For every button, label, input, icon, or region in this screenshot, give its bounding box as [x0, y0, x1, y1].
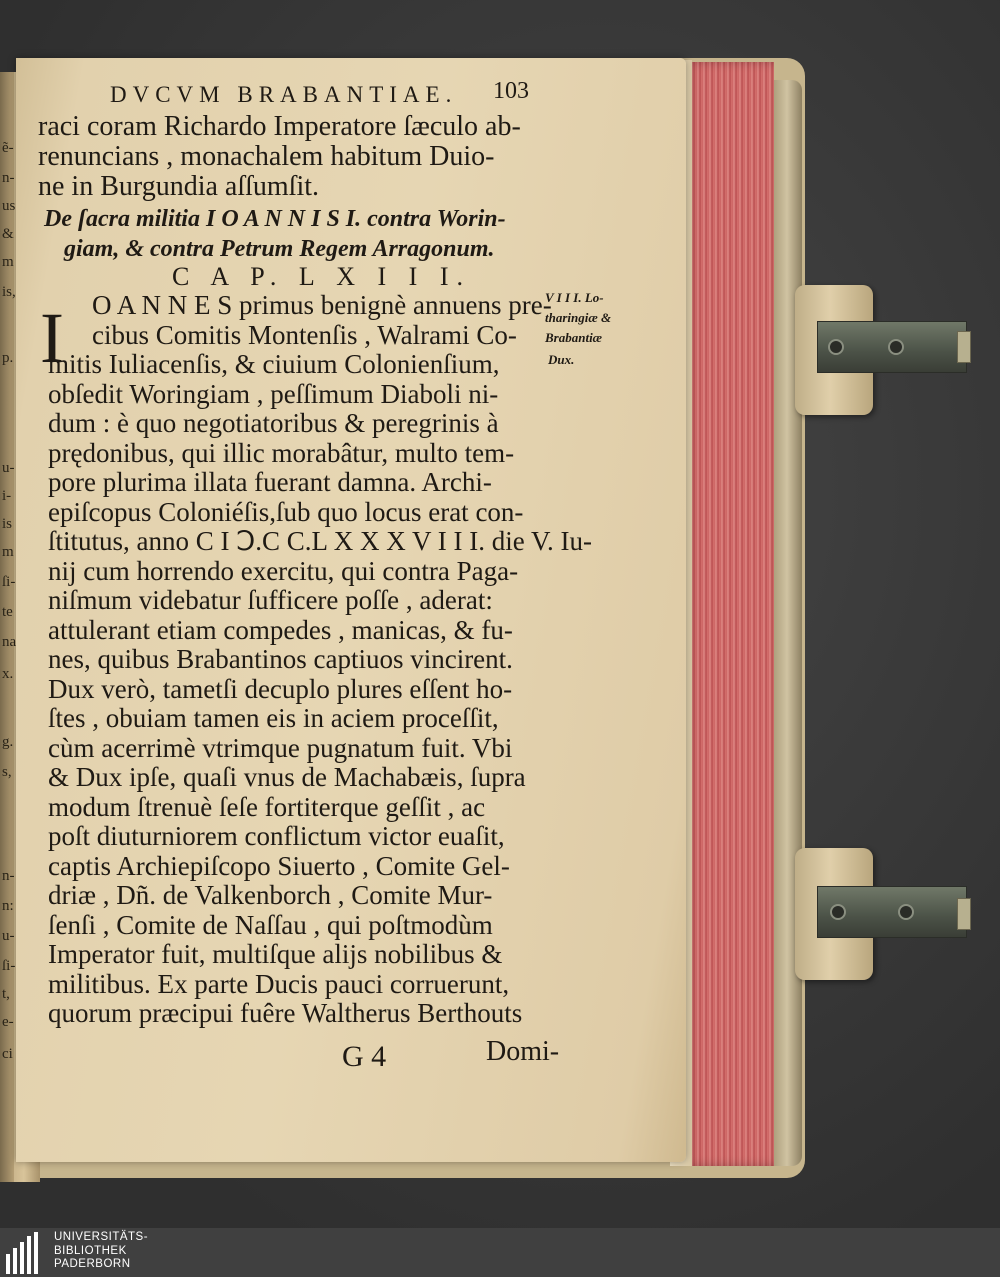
margin-note-line: Brabantiæ: [545, 330, 603, 345]
body-line: Imperator fuit, multiſque alijs nobilibus &: [48, 939, 503, 969]
left-page-fragment: m: [2, 254, 14, 270]
clasp-hook: [957, 331, 971, 363]
left-page-fragment: is: [2, 516, 13, 532]
margin-note-line: V I I I. Lo-: [545, 290, 604, 305]
body-line: ſenſi , Comite de Naſſau , qui poſtmodùm: [48, 909, 493, 940]
left-page-fragment: na: [2, 634, 17, 650]
body-line: militibus. Ex parte Ducis pauci corruerunt,: [48, 968, 510, 999]
left-page-fragment: u-: [2, 460, 15, 476]
body-line: nes, quibus Brabantinos captiuos vincirent.: [48, 644, 513, 674]
drop-initial: I: [40, 298, 64, 378]
body-line: driæ , Dñ. de Valkenborch , Comite Mur-: [48, 880, 493, 910]
logo-line: UNIVERSITÄTS-: [54, 1231, 149, 1243]
running-header: DVCVM BRABANTIAE.: [110, 82, 458, 107]
page-number: 103: [493, 78, 529, 104]
left-page-fragment: e-: [2, 1014, 14, 1030]
body-line: cibus Comitis Montenſis , Walrami Co-: [92, 319, 517, 350]
rivet: [830, 904, 846, 920]
text-line: renuncians , monachalem habitum Duio-: [38, 141, 495, 172]
left-page-fragment: u-: [2, 928, 15, 944]
left-page-fragment: te: [2, 604, 13, 620]
left-page-fragment: m: [2, 544, 14, 560]
body-line: poſt diuturniorem conflictum victor euaſit,: [48, 821, 505, 851]
section-title: De ſacra militia I O A N N I S I. contra Worin-: [44, 206, 506, 232]
rivet: [888, 339, 904, 355]
left-page-fragment: ſi-: [2, 958, 16, 974]
left-page-fragment: x.: [2, 666, 14, 682]
text-line: raci coram Richardo Imperatore ſæculo ab-: [38, 111, 521, 142]
body-line: attulerant etiam compedes , manicas, & fu-: [48, 614, 513, 645]
clasp-hook: [957, 898, 971, 930]
body-line: ſtes , obuiam tamen eis in aciem proceſſit,: [48, 703, 499, 733]
body-line: prędonibus, qui illic morabâtur, multo tem-: [48, 437, 515, 468]
red-page-edges: [684, 62, 774, 1166]
left-page-fragment: us: [2, 198, 16, 214]
left-page-fragment: ẽ-: [2, 140, 14, 156]
signature-mark: G 4: [342, 1040, 387, 1073]
footer-bar: [0, 1228, 1000, 1277]
left-page-fragment: &: [2, 226, 14, 242]
left-page-fragment: ci: [2, 1046, 13, 1062]
left-page-fragment: s,: [2, 764, 12, 780]
rivet: [898, 904, 914, 920]
body-line: epiſcopus Coloniéſis,ſub quo locus erat con-: [48, 496, 524, 527]
logo-line: BIBLIOTHEK: [54, 1244, 127, 1257]
body-line: Dux verò, tametſi decuplo plures eſſent ho-: [48, 673, 513, 704]
body-line: pore plurima illata fuerant damna. Archi-: [48, 467, 492, 497]
body-line: captis Archiepiſcopo Siuerto , Comite Gel-: [48, 850, 510, 881]
text-line: ne in Burgundia aſſumſit.: [38, 171, 320, 202]
body-line: & Dux ipſe, quaſi vnus de Machabæis, ſupra: [48, 762, 526, 792]
left-page-fragment: g.: [2, 734, 14, 750]
logo-line: PADERBORN: [54, 1258, 131, 1270]
body-line: dum : è quo negotiatoribus & peregrinis à: [48, 408, 499, 438]
left-page-fragment: p.: [2, 350, 14, 366]
catchword: Domi-: [486, 1036, 560, 1067]
body-line: niſmum videbatur ſufficere poſſe , aderat:: [48, 585, 493, 615]
left-page-fragment: n:: [2, 898, 14, 914]
left-page-fragment: n-: [2, 170, 15, 186]
chapter-heading: C A P. L X I I I.: [172, 262, 471, 291]
margin-note-line: Dux.: [548, 352, 575, 367]
left-page-fragment: is,: [2, 284, 16, 300]
body-line: modum ſtrenuè ſeſe fortiterque geſſit , ac: [48, 791, 486, 822]
rivet: [828, 339, 844, 355]
body-line: quorum præcipui fuêre Waltherus Berthouts: [48, 998, 523, 1028]
body-line: nij cum horrendo exercitu, qui contra Paga-: [48, 555, 519, 586]
clasp-plate: [817, 886, 967, 938]
body-line: O A N N E S primus benignè annuens pre-: [92, 290, 552, 320]
margin-note-line: tharingiæ &: [545, 310, 612, 325]
clasp-plate: [817, 321, 967, 373]
body-line: ſtitutus, anno C I Ↄ.C C.L X X X V I I I. die V. Iu-: [48, 526, 592, 556]
body-line: cùm acerrimè vtrimque pugnatum fuit. Vbi: [48, 732, 513, 763]
library-logo-icon: [6, 1232, 46, 1274]
section-title: giam, & contra Petrum Regem Arragonum.: [64, 236, 495, 262]
left-page-fragment: i-: [2, 488, 12, 504]
left-page-fragment: t,: [2, 986, 10, 1002]
body-line: obſedit Woringiam , peſſimum Diaboli ni-: [48, 378, 499, 409]
library-logo-text: [54, 1231, 148, 1272]
cover-edge: [772, 80, 802, 1166]
left-page-fragment: n-: [2, 868, 15, 884]
left-page-fragment: ſi-: [2, 574, 16, 590]
body-line: mitis Iuliacenſis, & ciuium Colonienſium,: [48, 349, 500, 379]
